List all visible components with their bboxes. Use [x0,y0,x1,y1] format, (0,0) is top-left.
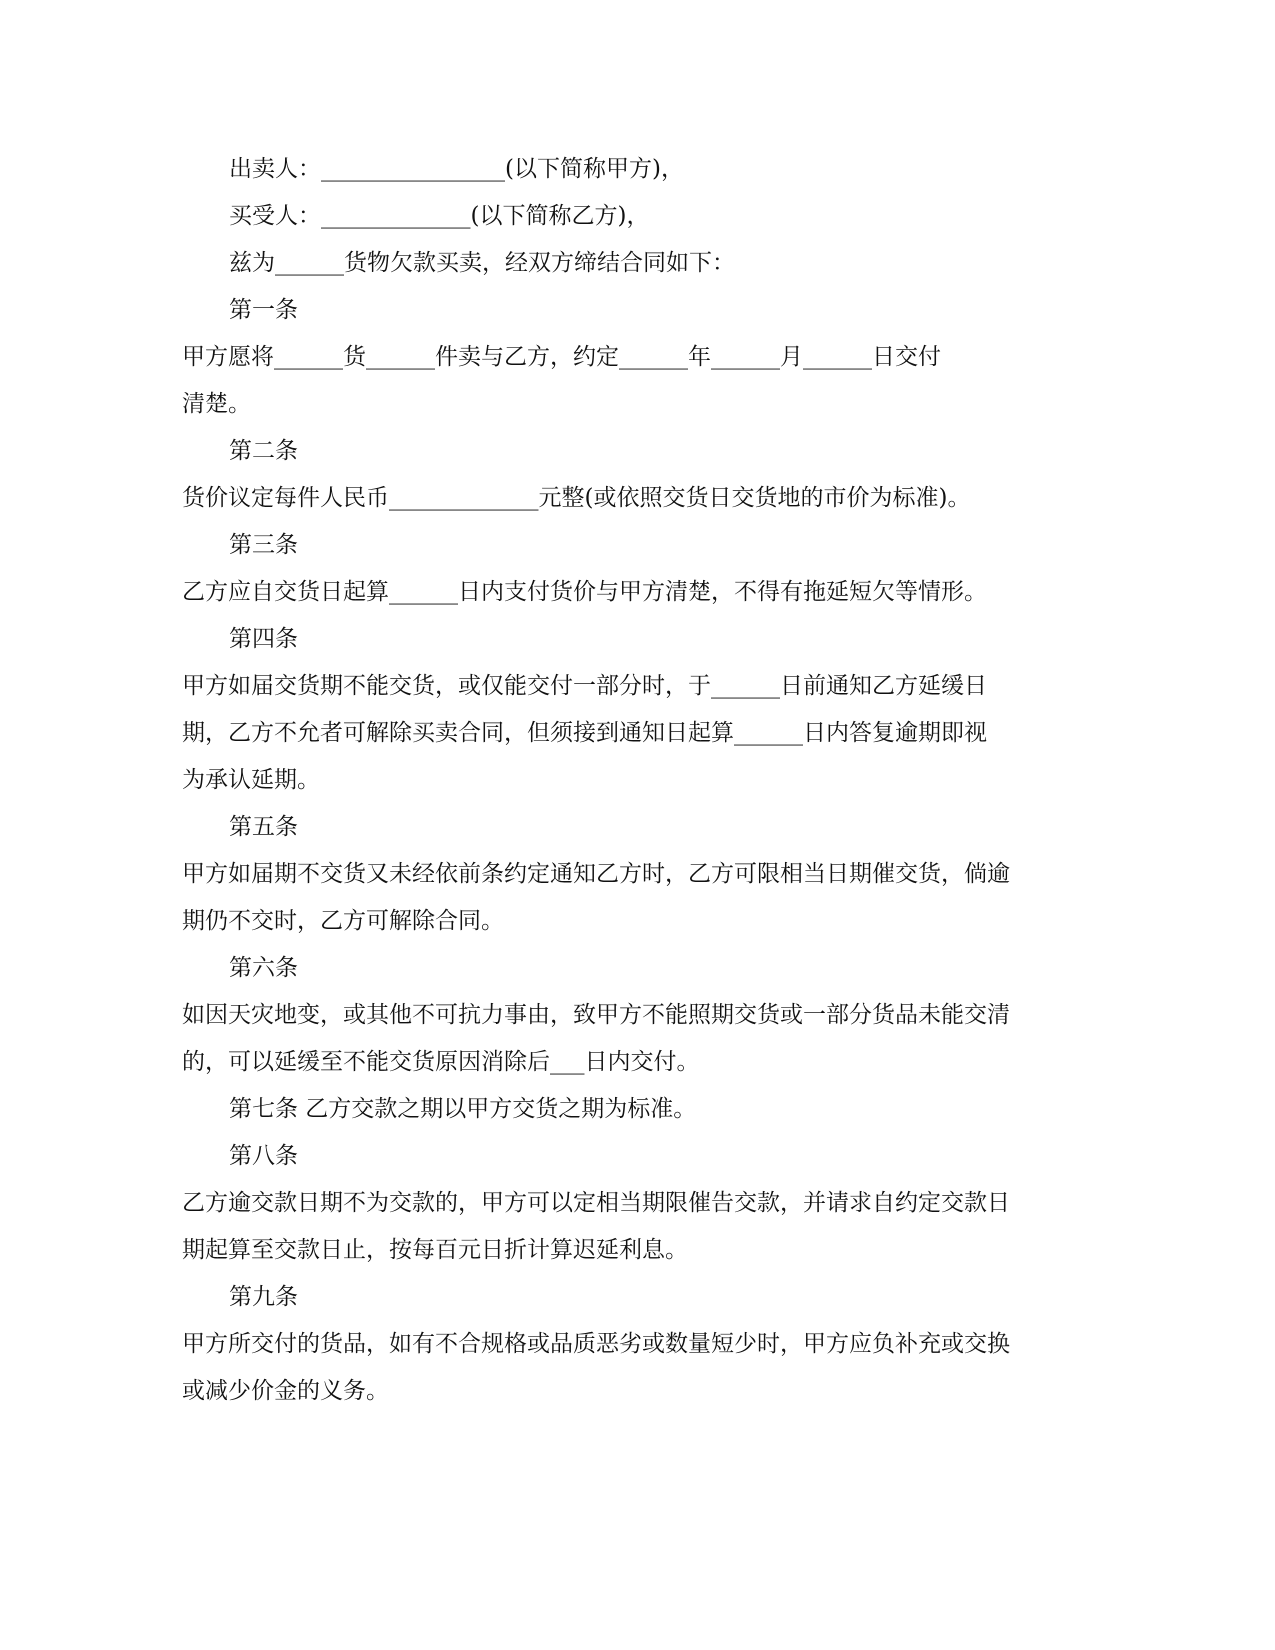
buyer-line: 买受人：_____________(以下简称乙方)， [229,203,650,229]
preamble-line: 兹为______货物欠款买卖，经双方缔结合同如下： [229,250,735,276]
article-9-heading: 第九条 [229,1284,298,1310]
article-1-text: 甲方愿将______货______件卖与乙方，约定______年______月______日交付 [182,344,941,370]
article-4-text: 甲方如届交货期不能交货，或仅能交付一部分时，于______日前通知乙方延缓日 [182,673,987,699]
article-3-text: 乙方应自交货日起算______日内支付货价与甲方清楚，不得有拖延短欠等情形。 [182,579,987,605]
contract-body [182,146,1062,1415]
article-6-text: 如因天灾地变，或其他不可抗力事由，致甲方不能照期交货或一部分货品未能交清 [182,1002,1010,1028]
article-8-text: 期起算至交款日止，按每百元日折计算迟延利息。 [182,1237,688,1263]
article-4-text: 为承认延期。 [182,767,320,793]
seller-line: 出卖人：________________(以下简称甲方)， [229,156,684,182]
article-9-text: 甲方所交付的货品，如有不合规格或品质恶劣或数量短少时，甲方应负补充或交换 [182,1331,1010,1357]
article-3-heading: 第三条 [229,532,298,558]
article-6-heading: 第六条 [229,955,298,981]
article-4-heading: 第四条 [229,626,298,652]
article-7-line: 第七条 乙方交款之期以甲方交货之期为标准。 [229,1096,697,1122]
article-5-text: 期仍不交时，乙方可解除合同。 [182,908,504,934]
article-2-text: 货价议定每件人民币_____________元整(或依照交货日交货地的市价为标准)。 [182,485,971,511]
article-8-heading: 第八条 [229,1143,298,1169]
article-9-text: 或减少价金的义务。 [182,1378,389,1404]
article-2-heading: 第二条 [229,438,298,464]
article-5-heading: 第五条 [229,814,298,840]
article-8-text: 乙方逾交款日期不为交款的，甲方可以定相当期限催告交款，并请求自约定交款日 [182,1190,1010,1216]
article-5-text: 甲方如届期不交货又未经依前条约定通知乙方时，乙方可限相当日期催交货，倘逾 [182,861,1010,887]
article-1-text: 清楚。 [182,391,251,417]
article-6-text: 的，可以延缓至不能交货原因消除后___日内交付。 [182,1049,700,1075]
article-4-text: 期，乙方不允者可解除买卖合同，但须接到通知日起算______日内答复逾期即视 [182,720,987,746]
article-1-heading: 第一条 [229,297,298,323]
